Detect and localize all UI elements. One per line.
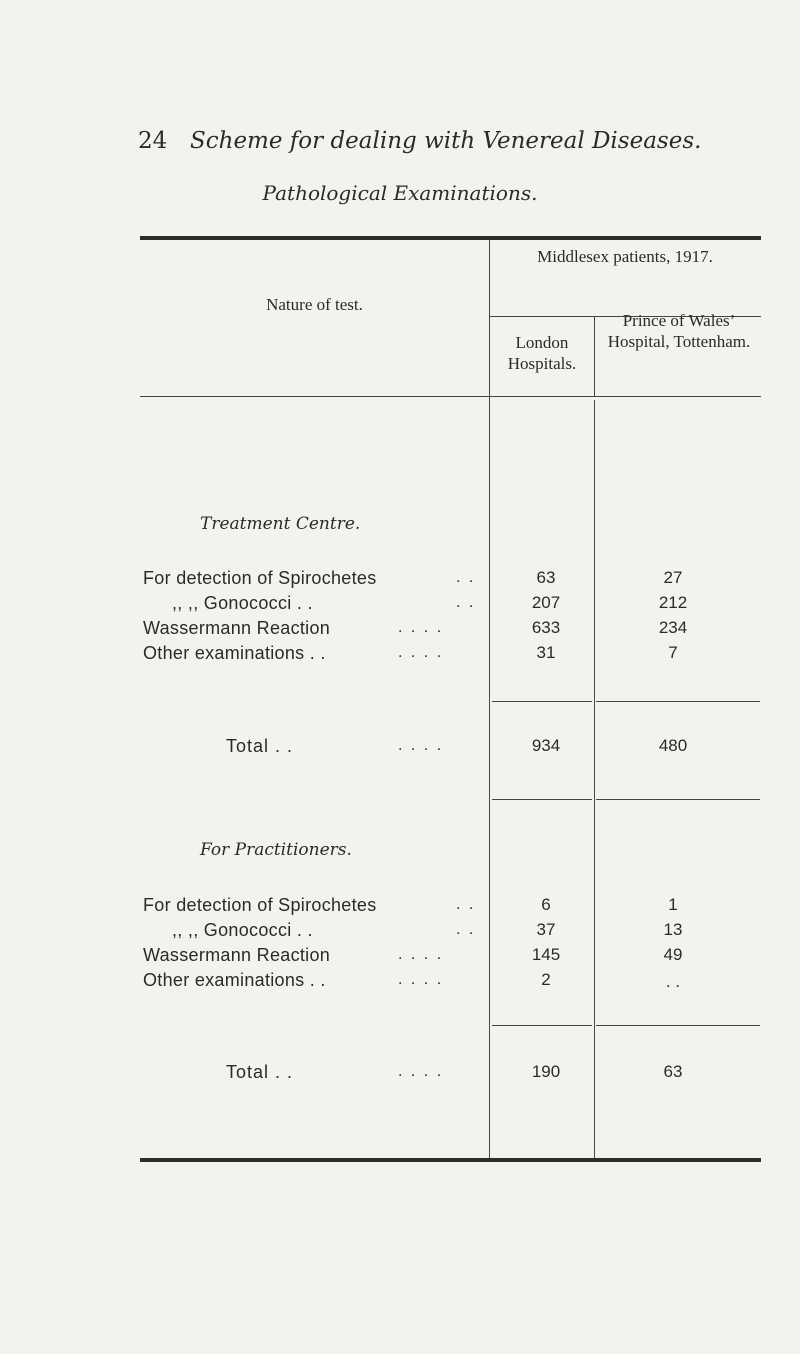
stub-header: Nature of test. [266,295,363,314]
total-rule [596,701,760,702]
column-rule-1 [489,240,490,1158]
row-label: For detection of Spirochetes [143,568,377,588]
group-header: Middlesex patients, 1917. [537,247,713,266]
header-bottom-rule [140,396,761,397]
cell-col2: 13 [663,920,683,939]
row-label: Other examinations . . [143,643,326,663]
table-bottom-rule [140,1158,761,1162]
cell-col1: 633 [531,618,561,637]
leader-dots: . . . . [398,645,444,661]
cell-col2: 1 [668,895,678,914]
leader-dots: . . . . [398,947,444,963]
col2-header: Prince of Wales’ Hospital, Tottenham. [607,311,751,351]
total-label: Total . . [226,1062,294,1082]
cell-col1: 37 [536,920,556,939]
section-rule [492,799,592,800]
leader-dots: . . [456,595,476,611]
running-title: Scheme for dealing with Venereal Diseases. [190,128,702,154]
cell-col2: 234 [658,618,688,637]
table-top-rule [140,236,761,240]
cell-col2: 212 [658,593,688,612]
cell-col1: 145 [531,945,561,964]
leader-dots: . . [456,570,476,586]
leader-dots: . . [456,897,476,913]
cell-col2: . . [665,972,681,991]
section-rule [596,799,760,800]
row-label: For detection of Spirochetes [143,895,377,915]
cell-col1: 31 [536,643,556,662]
leader-dots: . . . . [398,738,444,754]
leader-dots: . . . . [398,972,444,988]
total-rule [596,1025,760,1026]
leader-dots: . . . . [398,620,444,636]
column-rule-2-header [594,317,595,397]
total-label: Total . . [226,736,294,756]
table-title: Pathological Examinations. [262,181,538,205]
section-title: For Practitioners. [200,840,352,860]
cell-col2: 7 [668,643,678,662]
total-col1: 190 [531,1062,561,1081]
col1-header: London Hospitals. [507,333,577,373]
cell-col1: 63 [536,568,556,587]
cell-col1: 2 [541,970,551,989]
total-col1: 934 [531,736,561,755]
page-number: 24 [138,128,168,154]
total-rule [492,701,592,702]
cell-col1: 207 [531,593,561,612]
row-label: ,, ,, Gonococci . . [172,593,313,613]
total-col2: 63 [663,1062,683,1081]
column-rule-2 [594,400,595,1158]
cell-col2: 27 [663,568,683,587]
row-label: Other examinations . . [143,970,326,990]
section-title: Treatment Centre. [200,514,361,534]
row-label: Wassermann Reaction [143,618,331,638]
running-head [0,128,800,168]
row-label: ,, ,, Gonococci . . [172,920,313,940]
leader-dots: . . . . [398,1064,444,1080]
cell-col1: 6 [541,895,551,914]
row-label: Wassermann Reaction [143,945,331,965]
total-col2: 480 [658,736,688,755]
cell-col2: 49 [663,945,683,964]
total-rule [492,1025,592,1026]
leader-dots: . . [456,922,476,938]
